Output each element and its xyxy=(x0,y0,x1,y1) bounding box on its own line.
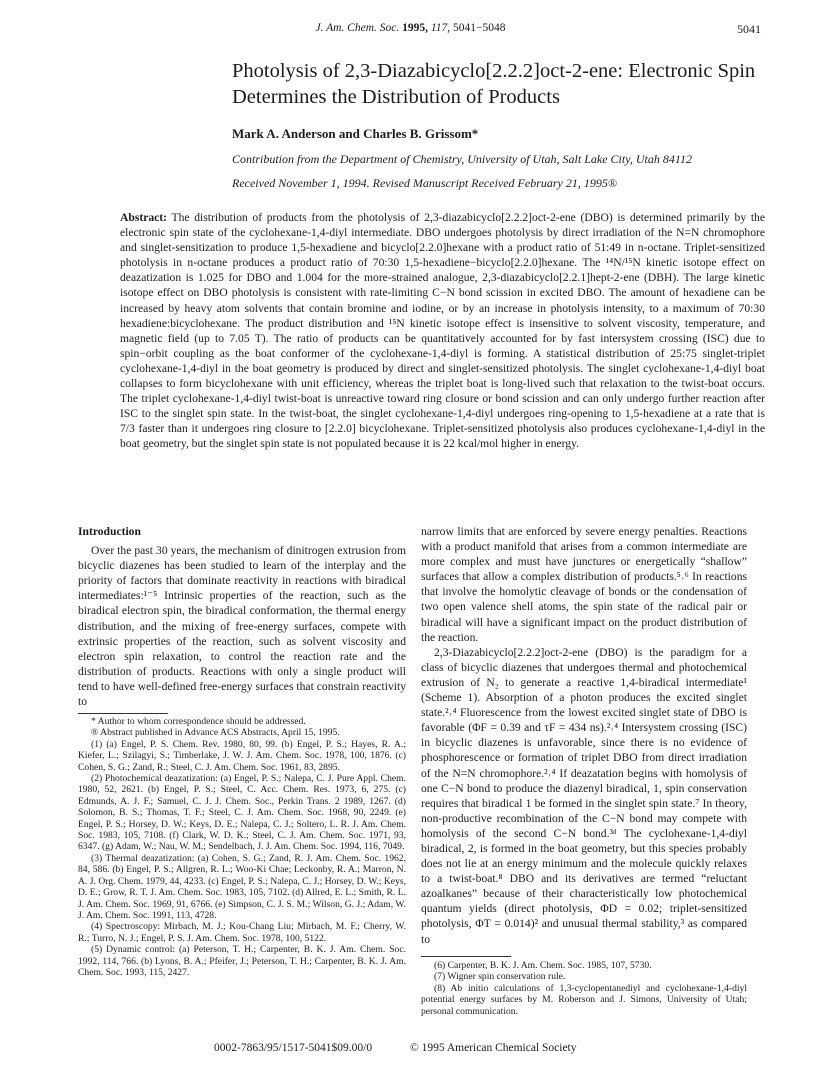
journal-citation xyxy=(0,22,821,34)
affiliation: Contribution from the Department of Chemistry, University of Utah, Salt Lake City, Utah 84112 xyxy=(232,152,692,166)
copyright: © 1995 American Chemical Society xyxy=(410,1042,577,1054)
footnote: (5) Dynamic control: (a) Peterson, T. H.; Carpenter, B. K. J. Am. Chem. Soc. 1992, 114, 766. (b) Lyons, B. A.; Pfeifer, J.; Peterson, T. H.; Carpenter, B. K. J. Am. Chem. Soc. 1993, 115, 2427. xyxy=(78,944,406,978)
journal-pages: 5041−5048 xyxy=(453,22,506,34)
footnote: (1) (a) Engel, P. S. Chem. Rev. 1980, 80, 99. (b) Engel, P. S.; Hayes, R. A.; Kiefer, L.; Szilagyi, S.; Timberlake, J. W. J. Am. Chem. Soc. 1978, 100, 1876. (c) Cohen, S. G.; Zand, R.; Steel, C. J. Am. Chem. Soc. 1961, 83, 2895. xyxy=(78,738,406,773)
page-number: 5041 xyxy=(737,22,761,36)
journal-name: J. Am. Chem. Soc. xyxy=(315,22,400,34)
footnote-rule xyxy=(421,956,511,957)
journal-volume: 117, xyxy=(430,22,451,34)
footnote: (8) Ab initio calculations of 1,3-cyclopentanediyl and cyclohexane-1,4-diyl potential energy surfaces by M. Roberson and J. Simons, University of Utah; personal communication. xyxy=(421,982,747,1017)
received-dates: Received November 1, 1994. Revised Manuscript Received February 21, 1995® xyxy=(232,176,617,190)
journal-year: 1995, xyxy=(402,22,428,34)
left-column xyxy=(78,524,406,709)
footnote-rule xyxy=(78,713,168,714)
footnote: (2) Photochemical deazatization: (a) Engel, P. S.; Nalepa, C. J. Pure Appl. Chem. 1980, 52, 2621. (b) Engel, P. S.; Steel, C. Acc. Chem. Res. 1973, 6, 275. (c) Edmunds, A. J. F.; Samuel, C. J. J. Chem. Soc., Perkin Trans. 2 1989, 1267. (d) Solomon, B. S.; Thomas, T. F.; Steel, C. J. Am. Chem. Soc. 1968, 90, 2249. (e) Engel, P. S.; Horsey, D. W.; Keys, D. E.; Nalepa, C. J.; Soltero, L. R. J. Am. Chem. Soc. 1983, 105, 7108. (f) Clark, W. D. K.; Steel, C. J. Am. Chem. Soc. 1971, 93, 6347. (g) Adam, W.; Nau, W. M.; Sendelbach, J. J. Am. Chem. Soc. 1994, 116, 7049. xyxy=(78,773,406,853)
footnotes-right xyxy=(421,960,747,1017)
footnote: * Author to whom correspondence should be addressed. xyxy=(91,716,306,727)
authors: Mark A. Anderson and Charles B. Grissom* xyxy=(232,126,479,141)
abstract xyxy=(120,210,765,452)
abstract-text: The distribution of products from the photolysis of 2,3-diazabicyclo[2.2.2]oct-2-ene (DBO) is determined primarily by the electronic spin state of the cyclohexane-1,4-diyl intermediate. DBO undergoes photolysis by direct irradiation of the N=N chromophore and singlet-sensitization to produce 1,5-hexadiene and bicyclo[2.2.0]hexane with a product ratio of 51:49 in n-octane. Triplet-sensitized photolysis in n-octane produces a product ratio of 70:30 1,5-hexadiene−bicyclo[2.2.0]hexane. The ¹⁴N/¹⁵N kinetic isotope effect on deazatization is 1.025 for DBO and 1.004 for the more-strained analogue, 2,3-diazabicyclo[2.2.1]hept-2-ene (DBH). The large kinetic isotope effect on DBO photolysis is consistent with rate-limiting C−N bond scission in excited DBO. The amount of hexadiene can be increased by heavy atom solvents that contain bromine and iodine, or by an increase in photolysis intensity, to a maximum of 70:30 hexadiene:bicyclohexane. The product distribution and ¹⁵N kinetic isotope effect is insensitive to solvent viscosity, temperature, and magnetic field (up to 7.05 T). The ratio of products can be quantitatively accounted for by fast intersystem crossing (ISC) due to spin−orbit coupling as the boat conformer of the cyclohexane-1,4-diyl is forming. A statistical distribution of 25:75 singlet-triplet cyclohexane-1,4-diyl in the boat geometry is produced by direct and singlet-sensitized photolysis. The singlet cyclohexane-1,4-diyl boat collapses to form bicyclohexane with unit efficiency, whereas the triplet boat is long-lived such that relaxation to the twist-boat occurs. The triplet cyclohexane-1,4-diyl twist-boat is unreactive toward ring closure or bond scission and can only undergo further reaction after ISC to the singlet spin state. In the twist-boat, the singlet cyclohexane-1,4-diyl undergoes ring-opening to 1,5-hexadiene at a rate that is 7/3 faster than it undergoes ring closure to [2.2.0] bicyclohexane. Triplet-sensitized photolysis also produces cyclohexane-1,4-diyl in the boat geometry, but the singlet spin state is not populated because it is 22 kcal/mol higher in energy. xyxy=(120,211,765,451)
footnote: (7) Wigner spin conservation rule. xyxy=(434,971,566,983)
right-column xyxy=(421,524,747,947)
section-heading-introduction: Introduction xyxy=(78,525,141,538)
article-code: 0002-7863/95/1517-5041$09.00/0 xyxy=(214,1042,373,1054)
abstract-label: Abstract: xyxy=(120,211,168,224)
footnote: ® Abstract published in Advance ACS Abstracts, April 15, 1995. xyxy=(91,727,340,739)
running-head xyxy=(0,22,821,40)
article-title: Photolysis of 2,3-Diazabicyclo[2.2.2]oct-2-ene: Electronic Spin Determines the Distribution of Products xyxy=(232,60,756,108)
body-paragraph: 2,3-Diazabicyclo[2.2.2]oct-2-ene (DBO) is the paradigm for a class of bicyclic diazenes that undergoes thermal and photochemical extrusion of N₂ to generate a reactive 1,4-biradical intermediate¹ (Scheme 1). Absorption of a photon produces the excited singlet state.²˒⁴ Fluorescence from the lowest excited singlet state of DBO is favorable (ΦF = 0.39 and τF = 434 ns).²˒⁴ Intersystem crossing (ISC) in bicyclic diazenes is unfavorable, since there is no evidence of phosphorescence or formation of triplet DBO from direct irradiation of the N=N chromophore.²˒⁴ If deazatation begins with homolysis of one C−N bond to produce the diazenyl biradical, 1, spin conservation requires that biradical 1 be formed in the singlet spin state.⁷ In theory, non-productive recombination of the C−N bond may compete with homolysis of the second C−N bond.³ᵈ The cyclohexane-1,4-diyl biradical, 2, is formed in the boat geometry, but this species probably does not lie at an energy minimum and the molecule quickly relaxes to a twist-boat.⁸ DBO and its derivatives are termed “reluctant azoalkanes” because of their characteristically low photochemical quantum yields (direct photolysis, ΦD = 0.02; triplet-sensitized photolysis, ΦT = 0.014)² and unusual thermal stability,³ as compared to xyxy=(421,645,747,946)
footnote: (3) Thermal deazatization: (a) Cohen, S. G.; Zand, R. J. Am. Chem. Soc. 1962, 84, 586. (b) Engel, P. S.; Allgren, R. L.; Woo-Ki Chae; Leckonby, R. A.; Marron, N. A. J. Org. Chem. 1979, 44, 4233. (c) Engel, P. S.; Nalepa, C. J.; Horsey, D. W.; Keys, D. E.; Grow, R. T. J. Am. Chem. Soc. 1983, 105, 7102. (d) Allred, E. L.; Smith, R. L. J. Am. Chem. Soc. 1969, 91, 6766. (e) Simpson, C. J. S. M.; Wilson, G. J.; Adam, W. J. Am. Chem. Soc. 1991, 113, 4728. xyxy=(78,852,406,921)
footnotes-left xyxy=(78,716,406,978)
footnote: (4) Spectroscopy: Mirbach, M. J.; Kou-Chang Liu; Mirbach, M. F.; Cherry, W. R.; Turro, N. J.; Engel, P. S. J. Am. Chem. Soc. 1978, 100, 5122. xyxy=(78,921,406,944)
body-paragraph: narrow limits that are enforced by severe energy penalties. Reactions with a product manifold that arises from a common intermediate are more complex and must have junctures or energetically “shallow” surfaces that allow a complex distribution of products.⁵˒⁶ In reactions that involve the homolytic cleavage of bonds or the condensation of two open valence shell atoms, the spin state of the radical pair or biradical will have a significant impact on the product distribution of the reaction. xyxy=(421,525,747,644)
body-paragraph: Over the past 30 years, the mechanism of dinitrogen extrusion from bicyclic diazenes has been studied to learn of the interplay and the priority of factors that dominate reactivity in reactions with biradical intermediates:¹⁻⁵ Intrinsic properties of the reaction, such as the biradical electron spin, the biradical conformation, the thermal energy distribution, and the mixing of free-energy surfaces, compete with extrinsic properties of the reaction, such as solvent viscosity and electron spin relaxation, to control the reaction rate and the distribution of products. Reactions with only a single product will tend to have well-defined free-energy surfaces that constrain reactivity to xyxy=(78,544,406,709)
footnote: (6) Carpenter, B. K. J. Am. Chem. Soc. 1985, 107, 5730. xyxy=(434,960,652,971)
